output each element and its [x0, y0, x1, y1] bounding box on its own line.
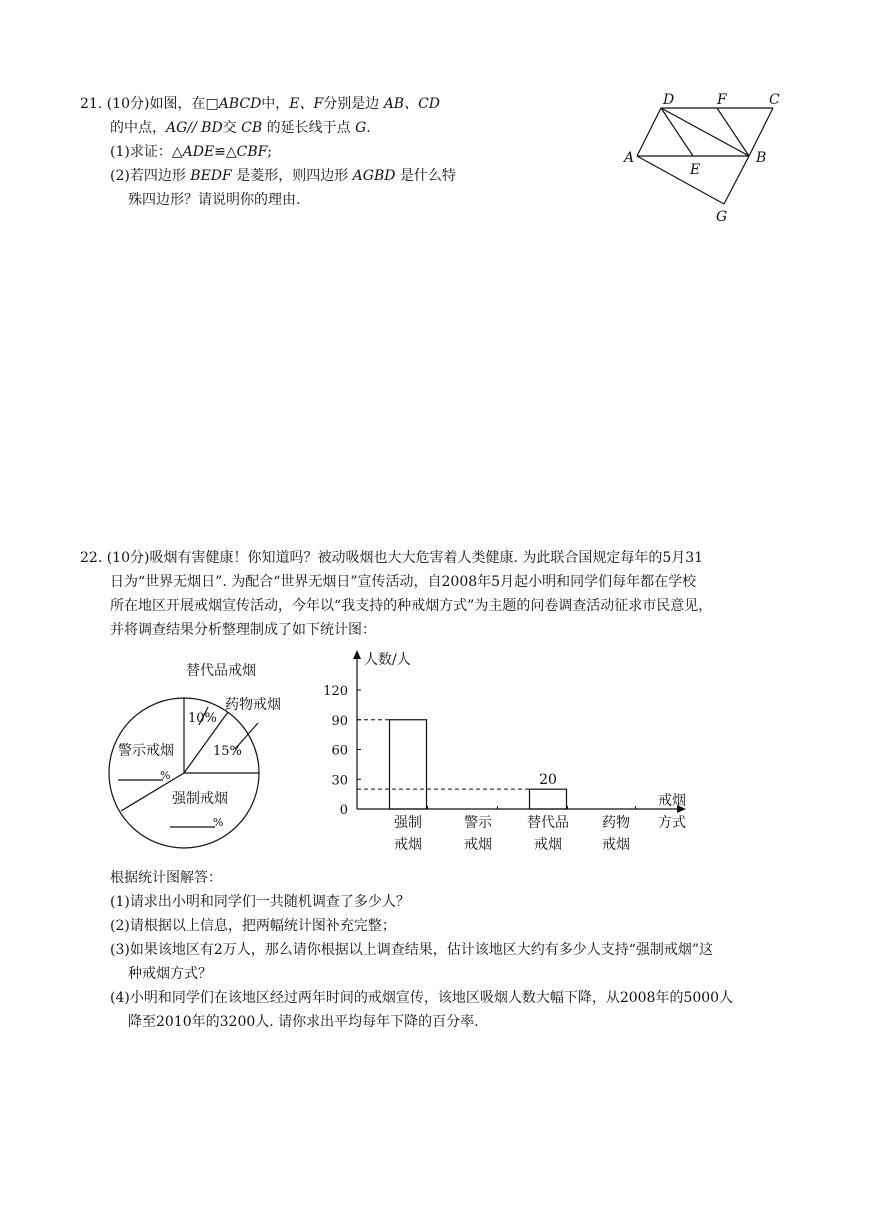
pie-pct-tidai: 10% — [188, 711, 217, 726]
pie-chart — [100, 655, 281, 860]
y-tick-label: 90 — [331, 713, 348, 729]
bar — [390, 720, 427, 809]
label-f: F — [717, 92, 727, 108]
q22-part3-line1: (3)如果该地区有2万人，那么请你根据以上调查结果，估计该地区大约有多少人支持“强制戒烟”这 — [110, 942, 714, 958]
q21-line2: 的中点，AG// BD交 CB 的延长线于点 G. — [110, 120, 371, 136]
y-tick-label: 60 — [331, 743, 348, 759]
x-tick-label: 替代品 — [527, 815, 569, 831]
y-tick-label: 0 — [339, 803, 348, 818]
y-axis-label: 人数/人 — [364, 652, 411, 668]
q21-part1: (1)求证：△ADE≌△CBF; — [110, 144, 273, 160]
segment-cb — [749, 108, 773, 156]
q22-followup-title: 根据统计图解答： — [110, 870, 222, 886]
x-tick-label: 戒烟 — [602, 837, 630, 853]
x-tick-label: 警示 — [464, 815, 492, 831]
bar — [530, 789, 567, 809]
q22-line1: 22. (10分)吸烟有害健康！你知道吗？被动吸烟也大大危害着人类健康. 为此联合国规定每年的5月31 — [80, 550, 704, 566]
x-tick-label: 药物 — [602, 815, 630, 831]
label-d: D — [663, 92, 675, 108]
segment-db — [661, 108, 749, 156]
x-tick-label: 戒烟 — [464, 837, 492, 853]
label-c: C — [769, 92, 780, 108]
q21-part2: (2)若四边形 BEDF 是菱形，则四边形 AGBD 是什么特 — [110, 168, 456, 184]
pie-pct-jingshi-blank: % — [160, 769, 171, 782]
y-tick-label: 30 — [331, 773, 348, 789]
bar-chart — [320, 645, 700, 860]
q22-line3: 所在地区开展戒烟宣传活动，今年以“我支持的种戒烟方式”为主题的问卷调查活动征求市民意见， — [110, 598, 713, 614]
y-tick-label: 120 — [323, 684, 348, 699]
x-axis-label-line1: 戒烟 — [658, 793, 686, 809]
x-tick-label: 强制 — [394, 815, 422, 831]
q22-part2: (2)请根据以上信息，把两幅统计图补充完整； — [110, 918, 396, 934]
pie-label-tidai: 替代品戒烟 — [186, 663, 256, 679]
x-tick-label: 戒烟 — [534, 837, 562, 853]
q22-line2: 日为“世界无烟日”. 为配合“世界无烟日”宣传活动，自2008年5月起小明和同学们每年都在学校 — [110, 574, 697, 590]
pie-pct-yaowu: 15% — [213, 744, 242, 759]
q22-part3-line2: 种戒烟方式？ — [128, 966, 212, 982]
segment-bg — [724, 156, 749, 204]
q21-part2-line2: 殊四边形？请说明你的理由. — [128, 192, 301, 208]
segment-de — [661, 108, 693, 156]
q22-line4: 并将调查结果分析整理制成了如下统计图： — [110, 622, 376, 638]
pie-label-yaowu: 药物戒烟 — [225, 697, 281, 713]
label-g: G — [716, 209, 728, 225]
x-tick-label: 戒烟 — [394, 837, 422, 853]
bar-data-label: 20 — [539, 772, 557, 789]
q21-line1: 21. (10分)如图，在□ABCD中，E、F分别是边 AB、CD — [80, 96, 441, 112]
label-e: E — [690, 162, 701, 178]
segment-ag — [637, 156, 724, 204]
q22-part1: (1)请求出小明和同学们一共随机调查了多少人？ — [110, 894, 410, 910]
parallelogram-figure — [612, 88, 792, 228]
pie-label-jingshi: 警示戒烟 — [118, 743, 174, 759]
q22-part4-line1: (4)小明和同学们在该地区经过两年时间的戒烟宣传，该地区吸烟人数大幅下降，从2008年的5000人 — [110, 990, 734, 1006]
y-axis-arrow — [353, 650, 361, 659]
q22-part4-line2: 降至2010年的3200人. 请你求出平均每年下降的百分率. — [128, 1014, 479, 1030]
label-a: A — [624, 150, 635, 166]
x-axis-label-line2: 方式 — [658, 815, 686, 831]
segment-fb — [717, 108, 749, 156]
segment-da — [637, 108, 661, 156]
pie-label-qiangzhi: 强制戒烟 — [172, 791, 228, 807]
label-b: B — [756, 150, 767, 166]
pie-pct-qiangzhi-blank: % — [213, 816, 224, 829]
